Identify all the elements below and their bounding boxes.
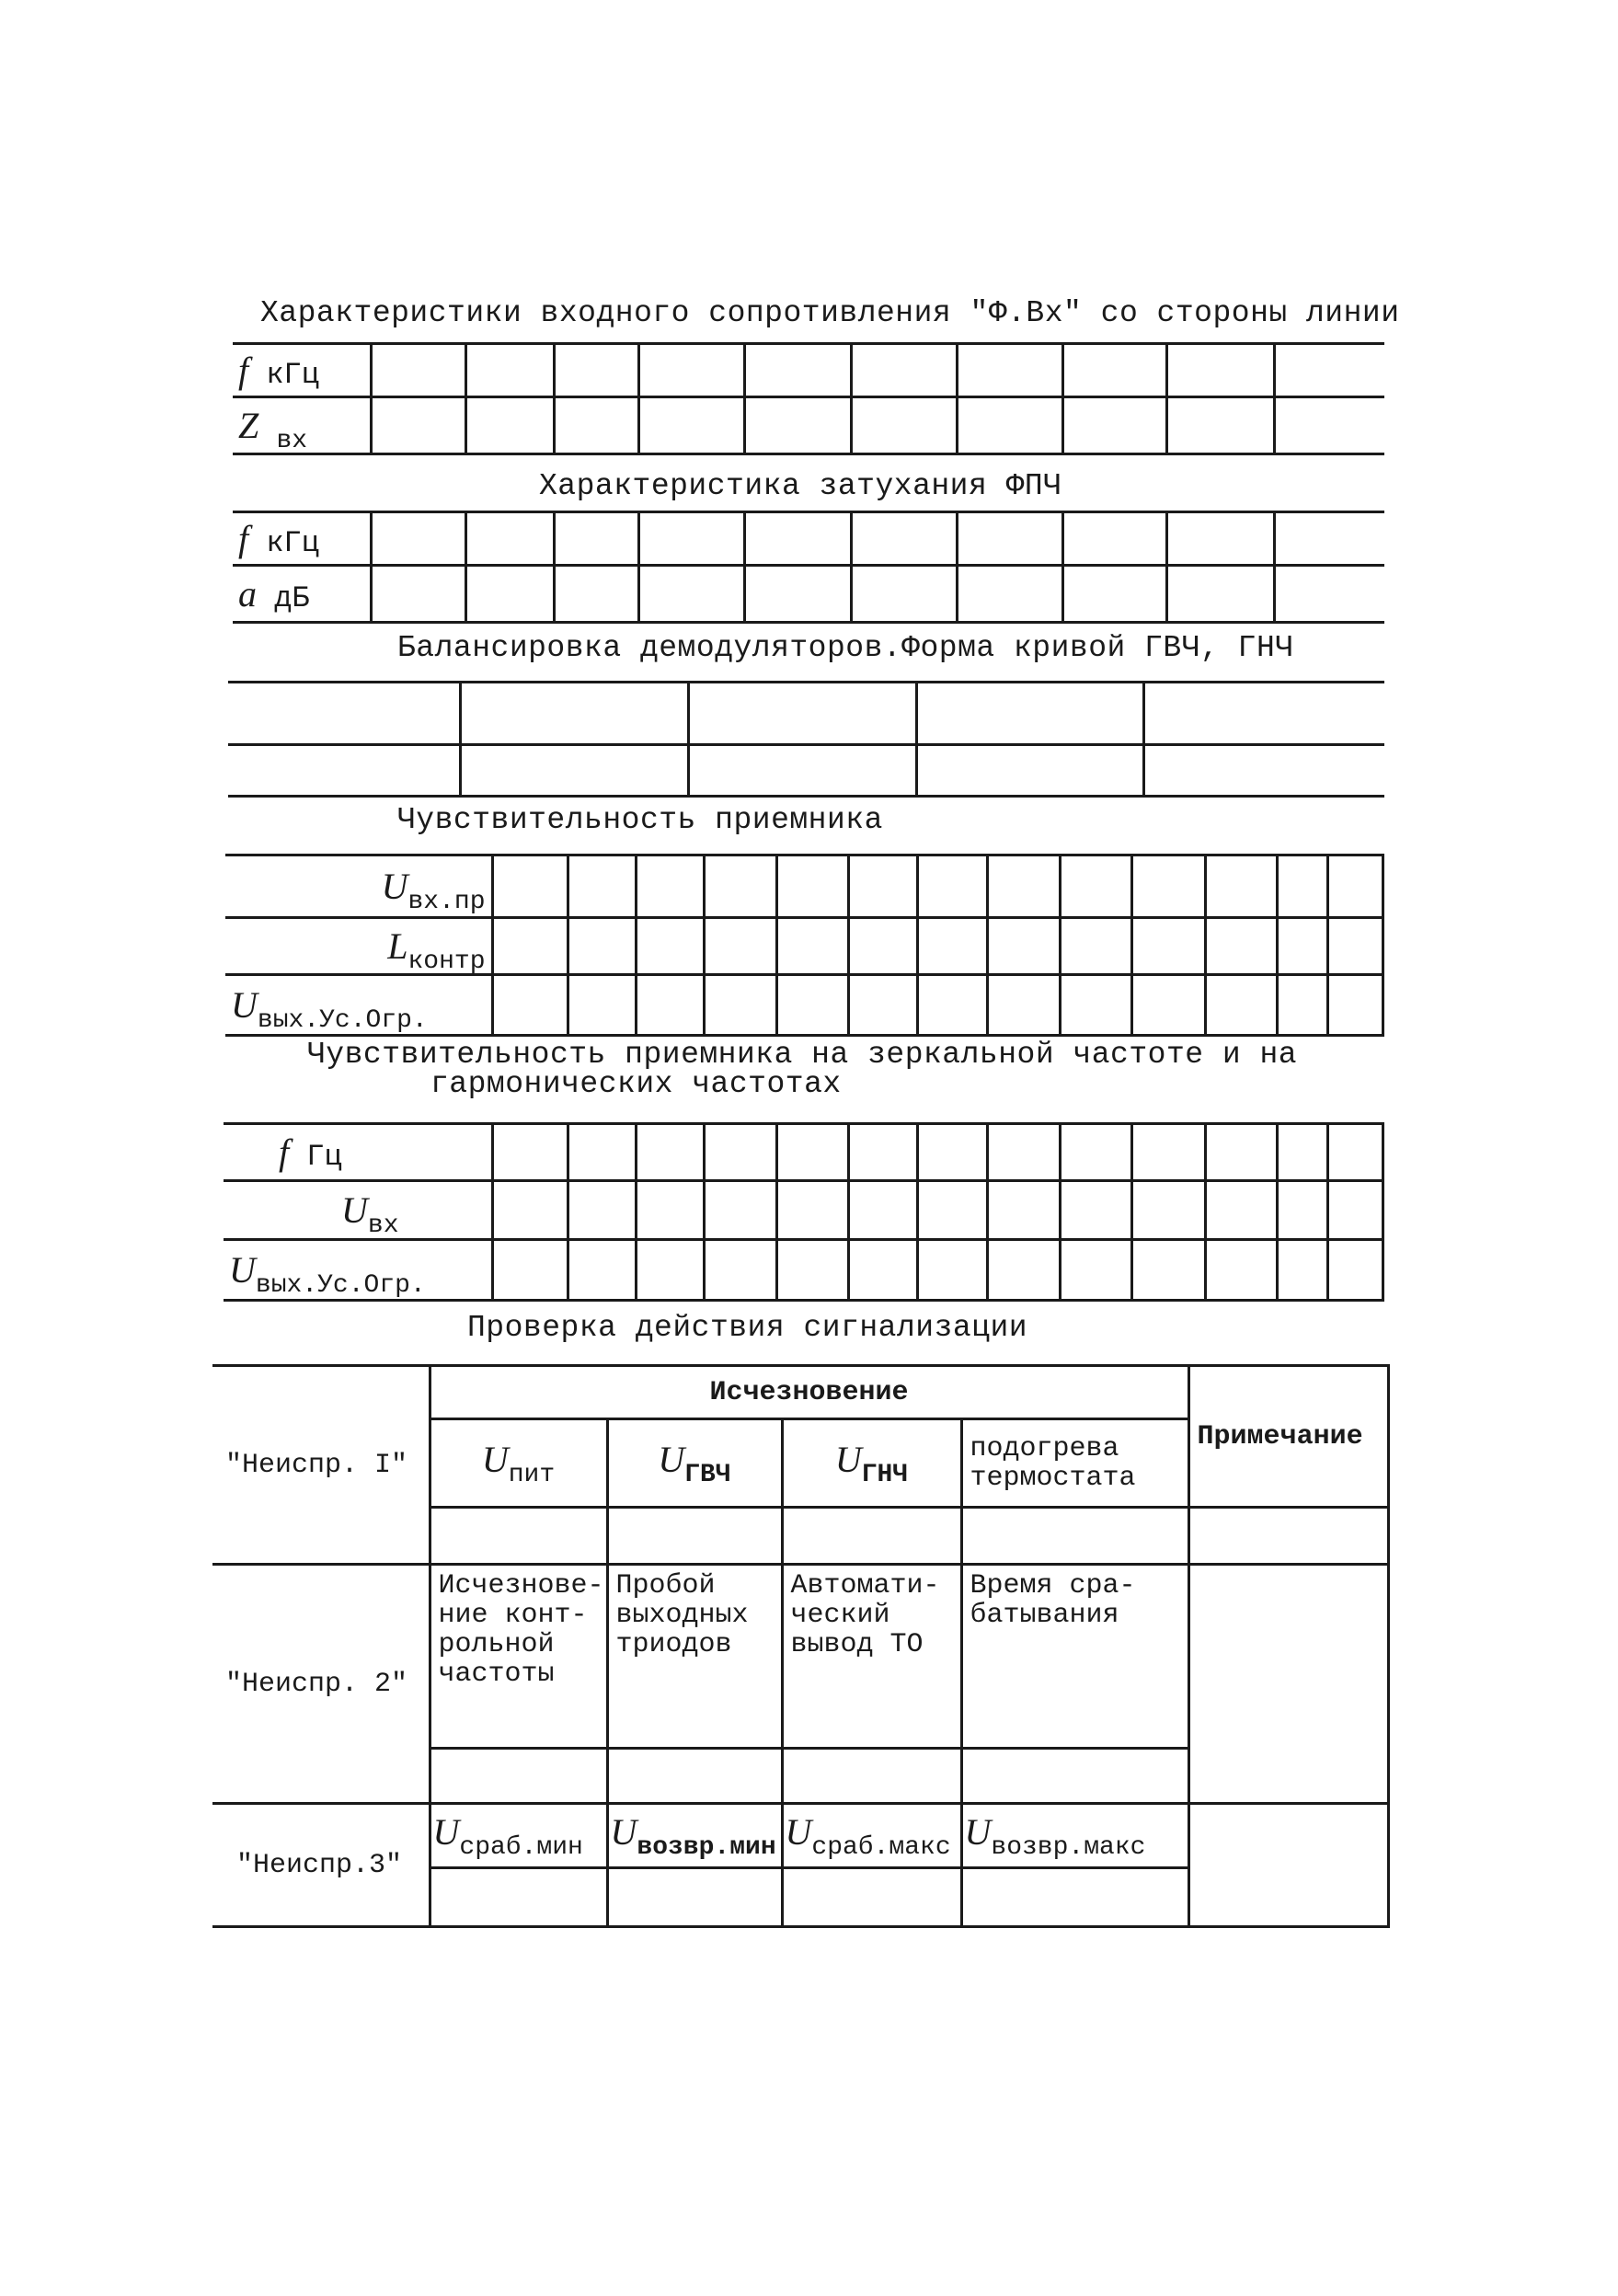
attenuation-table	[233, 511, 1384, 624]
section2-title: Характеристика затухания ФПЧ	[539, 469, 1062, 503]
demodulator-table	[228, 681, 1384, 798]
section5-title-line1: Чувствительность приемника на зеркальной частоте и на	[307, 1038, 1298, 1072]
section4-title: Чувствительность приемника	[397, 803, 883, 837]
fault-3-label: "Неиспр.3"	[212, 1804, 430, 1927]
u-return-min-cell: Uвозвр.мин	[607, 1804, 782, 1868]
u-trip-min-cell: Uсраб.мин	[430, 1804, 607, 1868]
u-gnch-cell: UГНЧ	[782, 1419, 961, 1508]
sensitivity-table	[225, 854, 1384, 1037]
u-in-label-cell: Uвх	[224, 1181, 492, 1240]
attenuation-label-cell: a дБ	[233, 566, 371, 623]
freq-label-cell: f кГц	[233, 512, 371, 566]
input-impedance-table	[233, 342, 1384, 455]
response-time-cell: Время сра-батывания	[961, 1565, 1188, 1749]
section6-title: Проверка действия сигнализации	[467, 1311, 1028, 1345]
u-out-label-cell: Uвых.Ус.Огр.	[225, 975, 492, 1036]
fault-2-label: "Неиспр. 2"	[212, 1565, 430, 1804]
u-gvch-cell: UГВЧ	[607, 1419, 782, 1508]
breakdown-cell: Пробой выходных триодов	[607, 1565, 782, 1749]
control-freq-cell: Исчезнове-ние конт-рольной частоты	[430, 1565, 607, 1749]
u-supply-cell: Uпит	[430, 1419, 607, 1508]
u-in-label-cell: Uвх.пр	[225, 855, 492, 918]
u-return-max-cell: Uвозвр.макс	[961, 1804, 1188, 1868]
section3-title: Балансировка демодуляторов.Форма кривой ГВЧ, ГНЧ	[397, 631, 1294, 665]
i-control-label-cell: Lконтр	[225, 918, 492, 975]
note-header: Примечание	[1188, 1366, 1388, 1508]
u-out-label-cell: Uвых.Ус.Огр.	[224, 1240, 492, 1301]
auto-output-cell: Автомати-ческий вывод ТО	[782, 1565, 961, 1749]
signaling-table	[212, 1364, 1390, 1928]
thermostat-cell: подогрева термостата	[961, 1419, 1188, 1508]
fault-1-label: "Неиспр. I"	[212, 1366, 430, 1565]
freq-label-cell: f Гц	[224, 1124, 492, 1181]
impedance-label-cell: Z вх	[233, 397, 371, 454]
disappearance-header: Исчезновение	[430, 1366, 1188, 1419]
mirror-freq-table	[224, 1122, 1384, 1302]
section5-title-line2: гармонических частотах	[430, 1067, 842, 1101]
u-trip-max-cell: Uсраб.макс	[782, 1804, 961, 1868]
freq-label-cell: f кГц	[233, 344, 371, 397]
section1-title: Характеристики входного сопротивления "Ф.Вх" со стороны линии	[260, 296, 1400, 330]
